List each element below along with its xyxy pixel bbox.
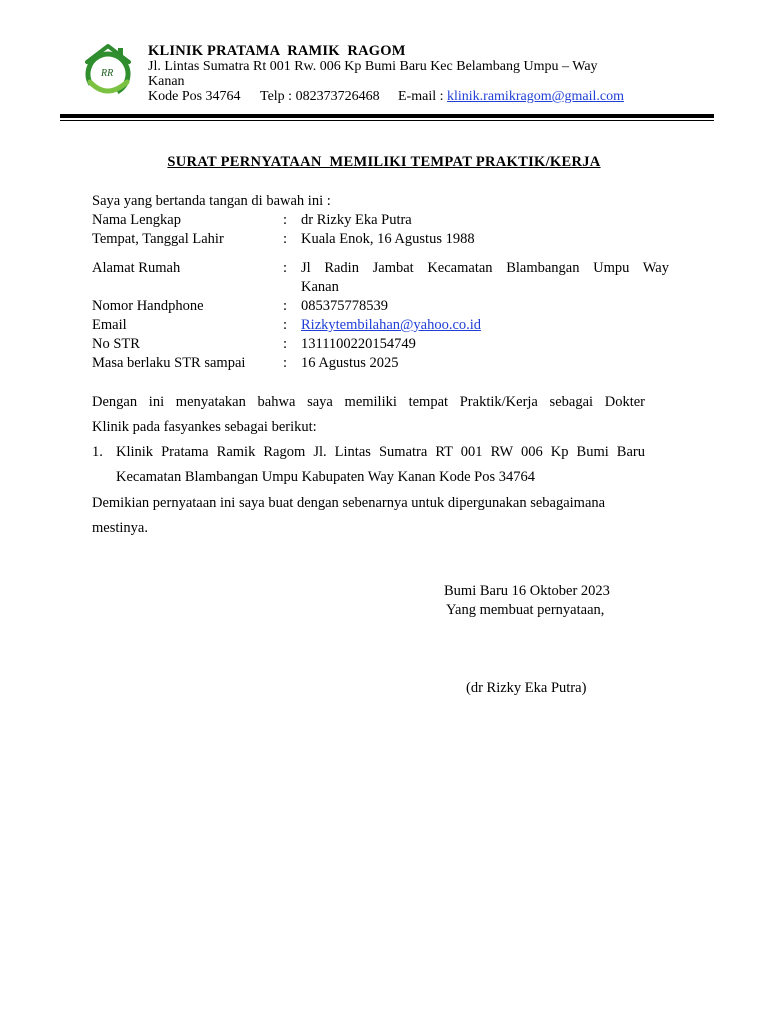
field-label-alamat: Alamat Rumah bbox=[92, 260, 181, 276]
signature-place-date: Bumi Baru 16 Oktober 2023 bbox=[444, 583, 610, 599]
field-value-str: 1311100220154749 bbox=[301, 336, 416, 352]
intro-text: Saya yang bertanda tangan di bawah ini : bbox=[92, 193, 331, 209]
closing-line2: mestinya. bbox=[92, 520, 148, 536]
clinic-name: KLINIK PRATAMA RAMIK RAGOM bbox=[148, 43, 406, 59]
list-item-number: 1. bbox=[92, 444, 103, 460]
clinic-address-line2: Kanan bbox=[148, 74, 185, 89]
field-value-email-link[interactable]: Rizkytembilahan@yahoo.co.id bbox=[301, 317, 482, 333]
field-label-masa: Masa berlaku STR sampai bbox=[92, 355, 246, 371]
field-value-alamat-line1: Jl Radin Jambat Kecamatan Blambangan Umpu Way bbox=[301, 260, 669, 276]
field-value-masa: 16 Agustus 2025 bbox=[301, 355, 399, 371]
field-colon: : bbox=[283, 298, 288, 314]
field-colon: : bbox=[283, 212, 288, 228]
closing-line1: Demikian pernyataan ini saya buat dengan sebenarnya untuk dipergunakan sebagaimana bbox=[92, 495, 606, 511]
signature-name: (dr Rizky Eka Putra) bbox=[466, 680, 587, 696]
field-label-nama: Nama Lengkap bbox=[92, 212, 181, 228]
field-label-ttl: Tempat, Tanggal Lahir bbox=[92, 231, 224, 247]
field-colon: : bbox=[283, 317, 288, 333]
clinic-logo-icon bbox=[77, 42, 139, 98]
field-colon: : bbox=[283, 355, 288, 371]
field-label-email: Email bbox=[92, 317, 127, 333]
field-label-hp: Nomor Handphone bbox=[92, 298, 204, 314]
clinic-email-link[interactable]: klinik.ramikragom@gmail.com bbox=[447, 89, 624, 104]
clinic-postal-code: Kode Pos 34764 bbox=[148, 89, 241, 104]
field-value-hp: 085375778539 bbox=[301, 298, 388, 314]
clinic-phone: Telp : 082373726468 bbox=[260, 89, 380, 104]
field-colon: : bbox=[283, 231, 288, 247]
clinic-email-row bbox=[398, 89, 624, 105]
field-value-ttl: Kuala Enok, 16 Agustus 1988 bbox=[301, 231, 475, 247]
clinic-address-line1: Jl. Lintas Sumatra Rt 001 Rw. 006 Kp Bumi Baru Kec Belambang Umpu – Way bbox=[148, 59, 598, 74]
document-title: SURAT PERNYATAAN MEMILIKI TEMPAT PRAKTIK/KERJA bbox=[167, 154, 601, 170]
clinic-email-label: E-mail : bbox=[398, 89, 447, 104]
list-item-line2: Kecamatan Blambangan Umpu Kabupaten Way Kanan Kode Pos 34764 bbox=[116, 469, 535, 485]
statement-line1: Dengan ini menyatakan bahwa saya memiliki tempat Praktik/Kerja sebagai Dokter bbox=[92, 394, 645, 410]
letterhead-divider-thick bbox=[60, 114, 714, 118]
logo-monogram: RR bbox=[101, 68, 114, 79]
signature-role: Yang membuat pernyataan, bbox=[446, 602, 605, 618]
clinic-logo bbox=[77, 42, 139, 98]
field-label-str: No STR bbox=[92, 336, 140, 352]
letterhead-divider-thin bbox=[60, 120, 714, 121]
field-value-alamat-line2: Kanan bbox=[301, 279, 339, 295]
field-colon: : bbox=[283, 260, 288, 276]
field-colon: : bbox=[283, 336, 288, 352]
statement-line2: Klinik pada fasyankes sebagai berikut: bbox=[92, 419, 317, 435]
field-value-nama: dr Rizky Eka Putra bbox=[301, 212, 412, 228]
list-item-line1: Klinik Pratama Ramik Ragom Jl. Lintas Sumatra RT 001 RW 006 Kp Bumi Baru bbox=[116, 444, 645, 460]
